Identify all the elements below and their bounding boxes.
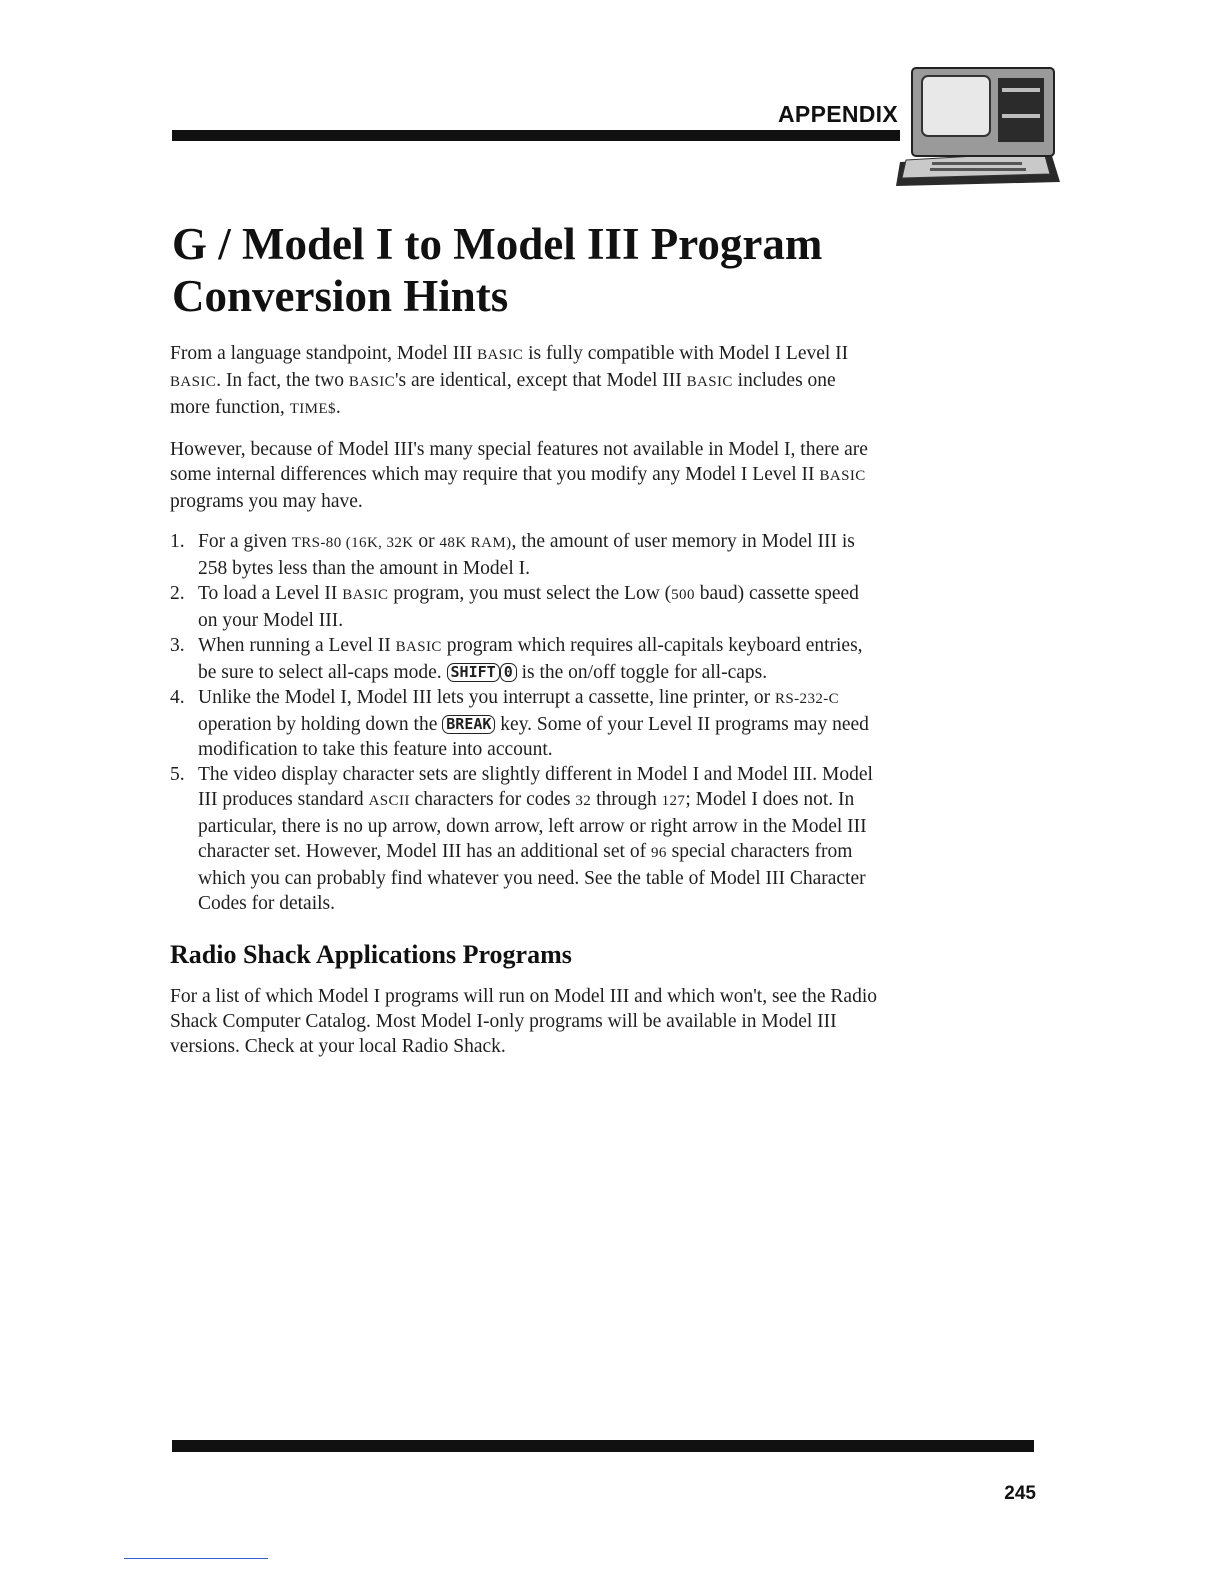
text-run: characters for codes bbox=[409, 789, 576, 810]
smallcaps-run: TIME$ bbox=[289, 401, 336, 417]
break-key: BREAK bbox=[442, 715, 495, 734]
section-heading: Radio Shack Applications Programs bbox=[170, 940, 572, 969]
title-line-1: G / Model I to Model III Program bbox=[172, 219, 823, 269]
computer-illustration bbox=[892, 64, 1064, 188]
text-run: is the on/off toggle for all-caps. bbox=[516, 662, 768, 683]
smallcaps-run: ASCII bbox=[368, 793, 410, 809]
smallcaps-run: TRS-80 (16K, 32K bbox=[291, 535, 414, 551]
computer-key-row bbox=[930, 168, 1026, 171]
computer-drive-slot bbox=[1002, 88, 1040, 92]
text-run: , the amount of user memory in Model III is 258 bytes less than the amount in Model I. bbox=[198, 531, 855, 579]
hint-item-2 bbox=[170, 581, 880, 633]
text-run: Unlike the Model I, Model III lets you interrupt a cassette, line printer, or bbox=[198, 687, 776, 708]
page-title bbox=[172, 218, 932, 322]
hint-item-3 bbox=[170, 633, 880, 685]
text-run: includes one more function, bbox=[170, 370, 836, 418]
hint-item-5 bbox=[170, 762, 880, 916]
text-run: For a given bbox=[198, 531, 292, 552]
scan-artifact-line bbox=[124, 1558, 268, 1559]
text-run: When running a Level II bbox=[198, 635, 396, 656]
computer-drive-panel bbox=[998, 78, 1044, 142]
footer-rule bbox=[172, 1440, 1034, 1452]
conversion-hints-list bbox=[170, 529, 880, 916]
hint-number: 5. bbox=[170, 764, 185, 785]
title-line-2: Conversion Hints bbox=[172, 271, 509, 321]
hint-number: 2. bbox=[170, 583, 185, 604]
text-run: The video display character sets are slightly different in Model I and Model III. Model III produces standard bbox=[198, 764, 873, 810]
text-run: However, because of Model III's many special features not available in Model I, there are some internal differences which may require that you modify any Model I Level II bbox=[170, 439, 868, 485]
header-rule bbox=[172, 130, 900, 141]
smallcaps-run: RS-232-C bbox=[775, 691, 840, 707]
smallcaps-run: BASIC bbox=[686, 374, 733, 390]
text-run: . bbox=[335, 397, 341, 418]
computer-key-row bbox=[932, 162, 1022, 165]
smallcaps-run: 500 bbox=[671, 587, 695, 603]
smallcaps-run: 48K RAM) bbox=[439, 535, 512, 551]
smallcaps-run: BASIC bbox=[477, 347, 524, 363]
appendix-label: APPENDIX bbox=[778, 101, 898, 127]
text-run: . In fact, the two bbox=[216, 370, 349, 391]
smallcaps-run: BASIC bbox=[170, 374, 217, 390]
hint-item-4 bbox=[170, 685, 880, 762]
smallcaps-run: 32 bbox=[575, 793, 592, 809]
text-run: baud) cassette speed on your Model III. bbox=[198, 583, 859, 631]
text-run: To load a Level II bbox=[198, 583, 343, 604]
hint-number: 3. bbox=[170, 635, 185, 656]
hint-number: 1. bbox=[170, 531, 185, 552]
shift-key: SHIFT bbox=[447, 663, 500, 682]
text-run: programs you may have. bbox=[170, 491, 363, 512]
text-run: 's are identical, except that Model III bbox=[395, 370, 687, 391]
zero-key: 0 bbox=[500, 663, 517, 682]
text-run: special characters from which you can probably find whatever you need. See the table of Model III Character Codes for details. bbox=[198, 841, 866, 914]
text-run: From a language standpoint, Model III bbox=[170, 343, 478, 364]
text-run: program, you must select the Low ( bbox=[388, 583, 672, 604]
text-run: ; Model I does not. In particular, there is no up arrow, down arrow, left arrow or right arrow in the Model III character set. However, Model III has an additional set of bbox=[198, 789, 867, 862]
text-run: program which requires all-capitals keyboard entries, be sure to select all-caps mode. bbox=[198, 635, 863, 683]
hint-number: 4. bbox=[170, 687, 185, 708]
page-number: 245 bbox=[1004, 1483, 1036, 1504]
smallcaps-run: BASIC bbox=[342, 587, 389, 603]
hint-item-1 bbox=[170, 529, 880, 581]
text-run: through bbox=[591, 789, 662, 810]
smallcaps-run: BASIC bbox=[395, 639, 442, 655]
text-run: or bbox=[413, 531, 440, 552]
text-run: operation by holding down the bbox=[198, 714, 443, 735]
main-content bbox=[170, 341, 880, 1074]
section-body: For a list of which Model I programs will run on Model III and which won't, see the Radio Shack Computer Catalog. Most Model I-only programs will be available in Model III versions. Check at your local Radio Shack. bbox=[170, 986, 878, 1057]
text-run: is fully compatible with Model I Level II bbox=[523, 343, 849, 364]
smallcaps-run: 127 bbox=[661, 793, 686, 809]
computer-screen bbox=[922, 76, 990, 136]
computer-drive-slot bbox=[1002, 114, 1040, 118]
intro-paragraph-2 bbox=[170, 437, 880, 514]
smallcaps-run: BASIC bbox=[819, 468, 866, 484]
intro-paragraph-1 bbox=[170, 341, 880, 422]
smallcaps-run: BASIC bbox=[348, 374, 396, 390]
text-run: key. Some of your Level II programs may need modification to take this feature into account. bbox=[198, 714, 869, 760]
smallcaps-run: 96 bbox=[650, 845, 667, 861]
